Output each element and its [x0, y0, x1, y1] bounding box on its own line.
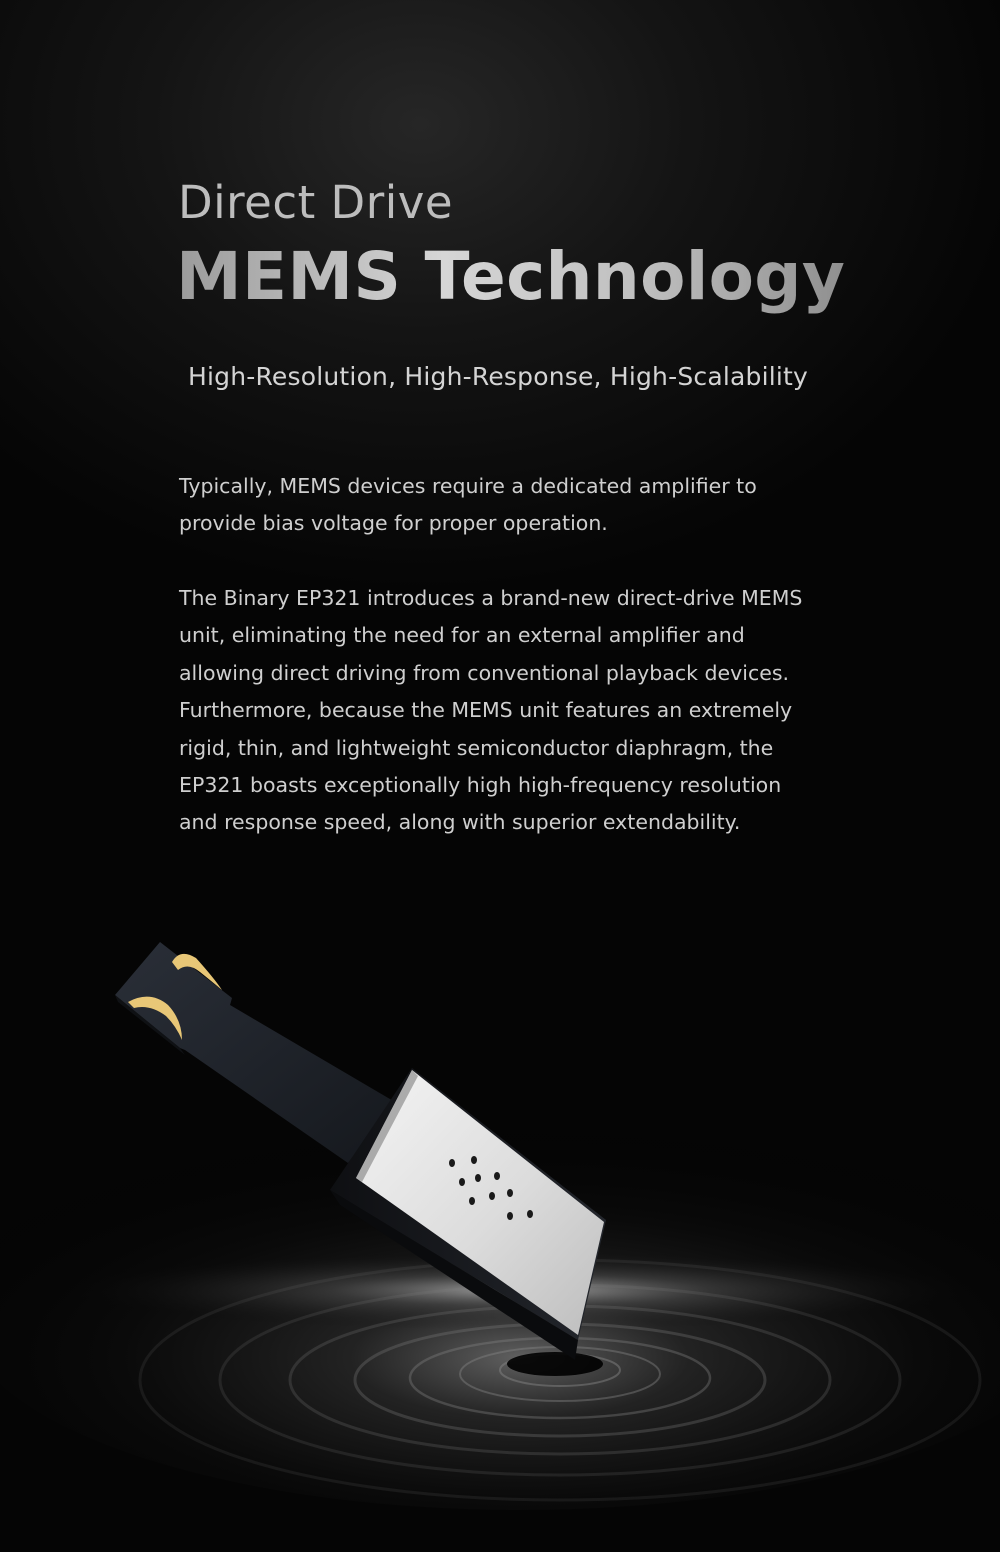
mems-driver-illustration	[0, 880, 1000, 1552]
heading-mems-technology: MEMS Technology	[176, 238, 846, 315]
paragraph-intro: Typically, MEMS devices require a dedicated amplifier to provide bias voltage for proper operation.	[179, 474, 757, 536]
heading-direct-drive: Direct Drive	[178, 176, 454, 229]
paragraph-details: The Binary EP321 introduces a brand-new direct-drive MEMS unit, eliminating the need for an external amplifier and allowing direct driving from conventional playback devices. Furthermore, because the MEMS unit features an extremely rigid, thin, and lightweight semiconductor diaphragm, the EP321 boasts exceptionally high high-frequency resolution and response speed, along with superior extendability.	[179, 586, 803, 835]
tagline: High-Resolution, High-Response, High-Scalability	[188, 362, 809, 391]
